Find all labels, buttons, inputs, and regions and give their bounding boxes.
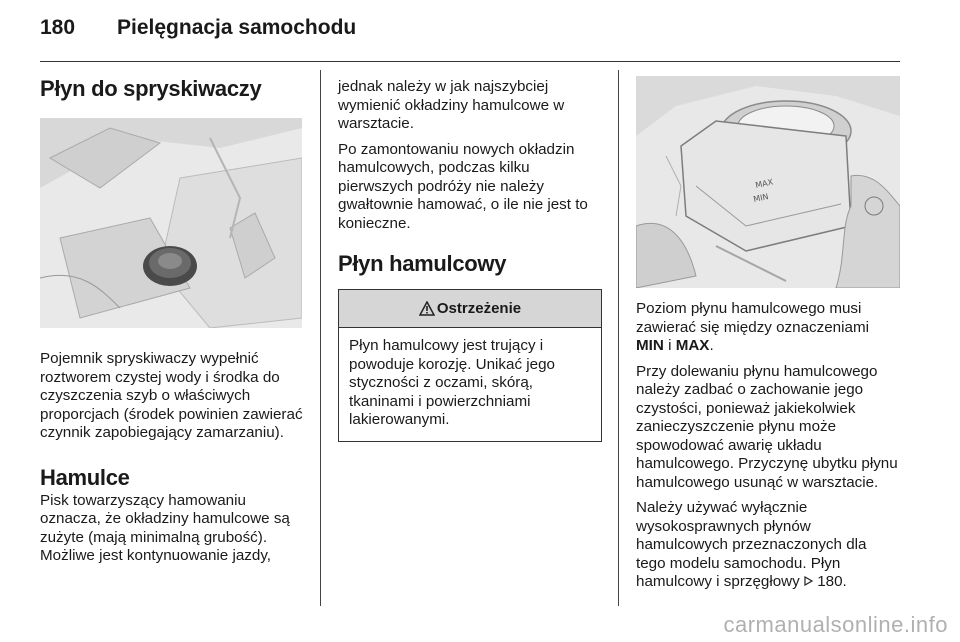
page-reference-link[interactable]: 180. bbox=[817, 573, 847, 590]
column-left bbox=[40, 70, 306, 566]
brake-fluid-reservoir-figure bbox=[636, 76, 900, 288]
column-right bbox=[636, 76, 900, 599]
header-divider bbox=[40, 61, 900, 62]
warning-box bbox=[338, 289, 602, 442]
max-mark: MAX bbox=[675, 337, 710, 354]
section-title-washer-fluid: Płyn do spryskiwaczy bbox=[40, 76, 262, 101]
min-mark: MIN bbox=[636, 337, 664, 354]
brakes-continued-text: jednak należy w jak najszybciej wymienić okładziny hamulcowe w warsztacie. bbox=[338, 78, 565, 132]
brakes-text: Pisk towarzyszący hamowaniu oznacza, że okładziny hamulcowe są zużyte (mają minimalną grubość). Możliwe jest kontynuowanie jazdy, bbox=[40, 491, 290, 564]
watermark: carmanualsonline.info bbox=[723, 612, 948, 637]
washer-reservoir-figure bbox=[40, 118, 302, 328]
section-title-brakes: Hamulce bbox=[40, 464, 130, 490]
brake-fluid-type-text: Należy używać wyłącznie wysokosprawnych płynów hamulcowych przeznaczonych dla tego modelu samochodu. Płyn hamulcowy i sprzęgłowy 180. bbox=[636, 499, 867, 590]
column-divider-2 bbox=[618, 70, 619, 606]
warning-triangle-icon bbox=[419, 301, 435, 316]
warning-header bbox=[339, 290, 601, 328]
brake-fluid-reservoir-illustration bbox=[636, 76, 900, 288]
page-number: 180 bbox=[40, 16, 76, 39]
reservoir-min-label: MIN bbox=[752, 191, 770, 204]
page-header bbox=[40, 16, 900, 56]
washer-fluid-text: Pojemnik spryskiwaczy wypełnić roztworem czystej wody i środka do czyszczenia szyb o właściwych proporcjach (środek powinien zawierać czynnik zapobiegający zamarzaniu). bbox=[40, 350, 303, 441]
chapter-title: Pielęgnacja samochodu bbox=[117, 16, 357, 39]
reservoir-max-label: MAX bbox=[754, 177, 774, 190]
page-ref-arrow-icon bbox=[804, 573, 813, 592]
section-title-brake-fluid: Płyn hamulcowy bbox=[338, 251, 507, 276]
warning-text: Płyn hamulcowy jest trujący i powoduje korozję. Unikać jego styczności z oczami, skórą, tkaninami i powierzchniami lakierowanymi. bbox=[349, 337, 555, 428]
brake-fluid-refill-text: Przy dolewaniu płynu hamulcowego należy zadbać o zachowanie jego czystości, ponieważ jakiekolwiek zanieczyszczenie płynu może spowodować awarię układu hamulcowego. Przyczynę ubytku płynu hamulcowego usunąć w warsztacie. bbox=[636, 362, 898, 491]
new-pads-text: Po zamontowaniu nowych okładzin hamulcowych, podczas kilku pierwszych podróży nie należy gwałtownie hamować, o ile nie jest to konieczne. bbox=[338, 140, 588, 232]
washer-reservoir-illustration bbox=[40, 118, 302, 328]
column-middle bbox=[338, 78, 602, 442]
column-divider-1 bbox=[320, 70, 321, 606]
brake-fluid-level-text: Poziom płynu hamulcowego musi zawierać się między oznaczeniami MIN i MAX. bbox=[636, 300, 869, 354]
warning-title: Ostrzeżenie bbox=[436, 300, 522, 317]
